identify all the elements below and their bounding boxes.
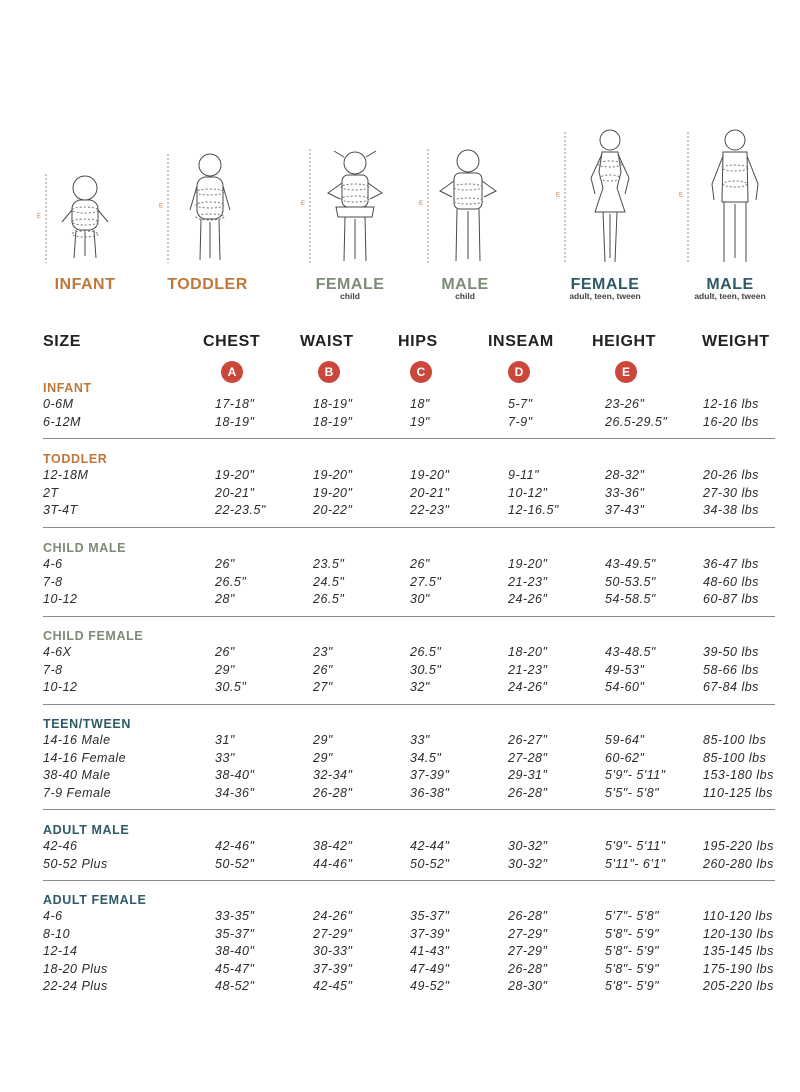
section-divider <box>43 704 775 705</box>
size-cell: 7-8 <box>43 662 63 677</box>
height-cell: 43-49.5" <box>605 557 656 571</box>
figure-label: MALE <box>441 276 489 293</box>
size-column-header: SIZE <box>43 333 81 350</box>
inseam-cell: 27-28" <box>508 750 548 765</box>
weight-cell: 260-280 lbs <box>703 856 774 871</box>
waist-cell: 38-42" <box>313 839 353 853</box>
height-cell: 49-53" <box>605 662 645 677</box>
weight-cell: 12-16 lbs <box>703 397 759 411</box>
weight-cell: 205-220 lbs <box>703 979 774 994</box>
height-cell: 26.5-29.5" <box>605 414 668 429</box>
weight-cell: 85-100 lbs <box>703 750 767 765</box>
inseam-cell: 26-28" <box>508 909 548 923</box>
height-cell: 5'9"- 5'11" <box>605 839 666 853</box>
svg-text:E: E <box>419 201 424 207</box>
size-cell: 0-6M <box>43 397 74 411</box>
size-cell: 2T <box>43 485 59 500</box>
figure-sublabel: adult, teen, tween <box>569 291 641 301</box>
hips-cell: 19" <box>410 414 430 429</box>
chest-cell: 26.5" <box>215 574 247 589</box>
inseam-cell: 7-9" <box>508 414 533 429</box>
section-title: TODDLER <box>43 452 108 466</box>
male-child-figure-icon <box>420 145 510 265</box>
height-cell: 5'7"- 5'8" <box>605 909 660 923</box>
inseam-cell: 10-12" <box>508 485 548 500</box>
inseam-cell: 26-28" <box>508 961 548 976</box>
height-cell: 54-60" <box>605 680 645 695</box>
chest-cell: 18-19" <box>215 414 255 429</box>
waist-cell: 29" <box>313 733 333 747</box>
hips-cell: 37-39" <box>410 768 450 783</box>
height-cell: 50-53.5" <box>605 574 656 589</box>
hips-cell: 33" <box>410 733 430 747</box>
chest-cell: 38-40" <box>215 944 255 959</box>
size-cell: 22-24 Plus <box>43 979 108 994</box>
waist-cell: 37-39" <box>313 961 353 976</box>
hips-cell: 47-49" <box>410 961 450 976</box>
inseam-cell: 27-29" <box>508 926 548 941</box>
weight-cell: 67-84 lbs <box>703 680 759 695</box>
weight-cell: 34-38 lbs <box>703 503 759 518</box>
inseam-cell: 9-11" <box>508 468 540 482</box>
section-divider <box>43 880 775 881</box>
toddler-figure-icon <box>160 150 255 265</box>
weight-cell: 39-50 lbs <box>703 645 759 659</box>
weight-cell: 58-66 lbs <box>703 662 759 677</box>
inseam-cell: 26-27" <box>508 733 548 747</box>
chest-cell: 28" <box>215 592 235 607</box>
svg-text:E: E <box>159 203 164 210</box>
waist-cell: 24-26" <box>313 909 353 923</box>
inseam-cell: 24-26" <box>508 680 548 695</box>
waist-cell: 26" <box>313 662 333 677</box>
waist-cell: 32-34" <box>313 768 353 783</box>
inseam-cell: 27-29" <box>508 944 548 959</box>
hips-cell: 22-23" <box>410 503 450 518</box>
chest-column-header: CHEST <box>203 333 261 350</box>
weight-cell: 110-125 lbs <box>703 785 773 800</box>
section-title: INFANT <box>43 381 92 395</box>
waist-cell: 26.5" <box>313 592 345 607</box>
height-cell: 5'9"- 5'11" <box>605 768 666 783</box>
hips-cell: 42-44" <box>410 839 450 853</box>
figure-sublabel: adult, teen, tween <box>694 291 766 301</box>
hips-marker-badge: C <box>410 361 432 383</box>
height-cell: 54-58.5" <box>605 592 656 607</box>
chest-cell: 38-40" <box>215 768 255 783</box>
weight-cell: 110-120 lbs <box>703 909 773 923</box>
size-cell: 3T-4T <box>43 503 78 518</box>
inseam-cell: 28-30" <box>508 979 548 994</box>
height-cell: 5'8"- 5'9" <box>605 961 660 976</box>
figure-label: TODDLER <box>167 276 248 293</box>
hips-cell: 26.5" <box>410 645 442 659</box>
section-title: ADULT MALE <box>43 823 130 837</box>
hips-cell: 30.5" <box>410 662 442 677</box>
inseam-cell: 30-32" <box>508 856 548 871</box>
inseam-cell: 19-20" <box>508 557 548 571</box>
waist-cell: 18-19" <box>313 414 353 429</box>
chest-cell: 26" <box>215 557 235 571</box>
size-cell: 10-12 <box>43 680 78 695</box>
weight-cell: 20-26 lbs <box>703 468 759 482</box>
waist-cell: 30-33" <box>313 944 353 959</box>
size-cell: 4-6 <box>43 909 63 923</box>
size-cell: 12-14 <box>43 944 78 959</box>
hips-cell: 30" <box>410 592 430 607</box>
section-divider <box>43 527 775 528</box>
size-cell: 18-20 Plus <box>43 961 108 976</box>
waist-cell: 18-19" <box>313 397 353 411</box>
waist-cell: 44-46" <box>313 856 353 871</box>
weight-cell: 153-180 lbs <box>703 768 774 783</box>
hips-cell: 50-52" <box>410 856 450 871</box>
height-cell: 28-32" <box>605 468 645 482</box>
size-cell: 6-12M <box>43 414 81 429</box>
weight-cell: 135-145 lbs <box>703 944 774 959</box>
hips-cell: 27.5" <box>410 574 442 589</box>
figure-sublabel: child <box>340 291 360 301</box>
inseam-cell: 29-31" <box>508 768 548 783</box>
hips-cell: 32" <box>410 680 430 695</box>
hips-cell: 35-37" <box>410 909 450 923</box>
chest-cell: 33-35" <box>215 909 255 923</box>
size-cell: 7-9 Female <box>43 785 112 800</box>
section-title: TEEN/TWEEN <box>43 717 131 731</box>
size-cell: 10-12 <box>43 592 78 607</box>
figure-label: FEMALE <box>315 276 385 293</box>
inseam-cell: 21-23" <box>508 574 548 589</box>
svg-text:E: E <box>556 192 561 199</box>
height-cell: 5'8"- 5'9" <box>605 979 660 994</box>
hips-cell: 26" <box>410 557 430 571</box>
height-cell: 60-62" <box>605 750 645 765</box>
weight-cell: 60-87 lbs <box>703 592 759 607</box>
height-marker-badge: E <box>615 361 637 383</box>
weight-cell: 195-220 lbs <box>703 839 774 853</box>
inseam-marker-badge: D <box>508 361 530 383</box>
size-cell: 14-16 Female <box>43 750 127 765</box>
weight-cell: 36-47 lbs <box>703 557 759 571</box>
chest-cell: 29" <box>215 662 235 677</box>
chest-cell: 20-21" <box>215 485 255 500</box>
size-cell: 38-40 Male <box>43 768 111 783</box>
inseam-cell: 26-28" <box>508 785 548 800</box>
inseam-cell: 21-23" <box>508 662 548 677</box>
chest-cell: 33" <box>215 750 235 765</box>
waist-cell: 27-29" <box>313 926 353 941</box>
waist-cell: 29" <box>313 750 333 765</box>
height-cell: 33-36" <box>605 485 645 500</box>
figure-label: FEMALE <box>570 276 640 293</box>
section-title: CHILD MALE <box>43 541 127 555</box>
chest-cell: 45-47" <box>215 961 255 976</box>
weight-cell: 175-190 lbs <box>703 961 774 976</box>
inseam-cell: 24-26" <box>508 592 548 607</box>
size-cell: 8-10 <box>43 926 71 941</box>
waist-cell: 24.5" <box>313 574 345 589</box>
waist-cell: 26-28" <box>313 785 353 800</box>
weight-cell: 48-60 lbs <box>703 574 759 589</box>
size-cell: 4-6X <box>43 645 72 659</box>
hips-cell: 19-20" <box>410 468 450 482</box>
height-cell: 59-64" <box>605 733 645 747</box>
chest-cell: 42-46" <box>215 839 255 853</box>
hips-cell: 37-39" <box>410 926 450 941</box>
waist-cell: 42-45" <box>313 979 353 994</box>
height-cell: 5'11"- 6'1" <box>605 856 666 871</box>
svg-text:E: E <box>679 192 684 199</box>
waist-cell: 27" <box>313 680 333 695</box>
size-cell: 7-8 <box>43 574 63 589</box>
weight-cell: 85-100 lbs <box>703 733 767 747</box>
chest-cell: 50-52" <box>215 856 255 871</box>
infant-figure-icon <box>37 170 130 265</box>
waist-column-header: WAIST <box>300 333 354 350</box>
section-title: CHILD FEMALE <box>43 629 144 643</box>
figure-sublabel: child <box>455 291 475 301</box>
section-divider <box>43 616 775 617</box>
height-cell: 23-26" <box>605 397 645 411</box>
size-cell: 4-6 <box>43 557 63 571</box>
height-cell: 5'8"- 5'9" <box>605 926 660 941</box>
waist-cell: 19-20" <box>313 485 353 500</box>
weight-cell: 27-30 lbs <box>703 485 759 500</box>
inseam-cell: 12-16.5" <box>508 503 559 518</box>
section-title: ADULT FEMALE <box>43 893 147 907</box>
height-cell: 5'8"- 5'9" <box>605 944 660 959</box>
waist-cell: 19-20" <box>313 468 353 482</box>
chest-cell: 19-20" <box>215 468 255 482</box>
male-adult-figure-icon <box>680 128 780 265</box>
size-cell: 14-16 Male <box>43 733 111 747</box>
female-child-figure-icon <box>300 145 400 265</box>
height-column-header: HEIGHT <box>592 333 657 350</box>
svg-text:E: E <box>301 201 306 207</box>
chest-cell: 17-18" <box>215 397 255 411</box>
waist-cell: 23.5" <box>313 557 345 571</box>
chest-cell: 30.5" <box>215 680 247 695</box>
hips-column-header: HIPS <box>398 333 438 350</box>
figure-label: MALE <box>706 276 754 293</box>
chest-cell: 35-37" <box>215 926 255 941</box>
chest-cell: 31" <box>215 733 235 747</box>
size-cell: 50-52 Plus <box>43 856 108 871</box>
svg-text:E: E <box>37 213 42 220</box>
hips-cell: 18" <box>410 397 430 411</box>
inseam-column-header: INSEAM <box>488 333 554 350</box>
female-adult-figure-icon <box>555 128 655 265</box>
waist-cell: 23" <box>313 645 333 659</box>
size-cell: 42-46 <box>43 839 78 853</box>
weight-cell: 120-130 lbs <box>703 926 774 941</box>
section-divider <box>43 438 775 439</box>
size-cell: 12-18M <box>43 468 89 482</box>
hips-cell: 36-38" <box>410 785 450 800</box>
chest-cell: 34-36" <box>215 785 255 800</box>
chest-cell: 22-23.5" <box>215 503 266 518</box>
height-cell: 43-48.5" <box>605 645 656 659</box>
weight-cell: 16-20 lbs <box>703 414 759 429</box>
section-divider <box>43 809 775 810</box>
hips-cell: 34.5" <box>410 750 442 765</box>
weight-column-header: WEIGHT <box>702 333 770 350</box>
height-cell: 37-43" <box>605 503 645 518</box>
inseam-cell: 5-7" <box>508 397 533 411</box>
waist-marker-badge: B <box>318 361 340 383</box>
height-cell: 5'5"- 5'8" <box>605 785 660 800</box>
chest-cell: 26" <box>215 645 235 659</box>
hips-cell: 49-52" <box>410 979 450 994</box>
waist-cell: 20-22" <box>313 503 353 518</box>
hips-cell: 20-21" <box>410 485 450 500</box>
inseam-cell: 30-32" <box>508 839 548 853</box>
hips-cell: 41-43" <box>410 944 450 959</box>
figure-label: INFANT <box>54 276 116 293</box>
chest-marker-badge: A <box>221 361 243 383</box>
inseam-cell: 18-20" <box>508 645 548 659</box>
chest-cell: 48-52" <box>215 979 255 994</box>
